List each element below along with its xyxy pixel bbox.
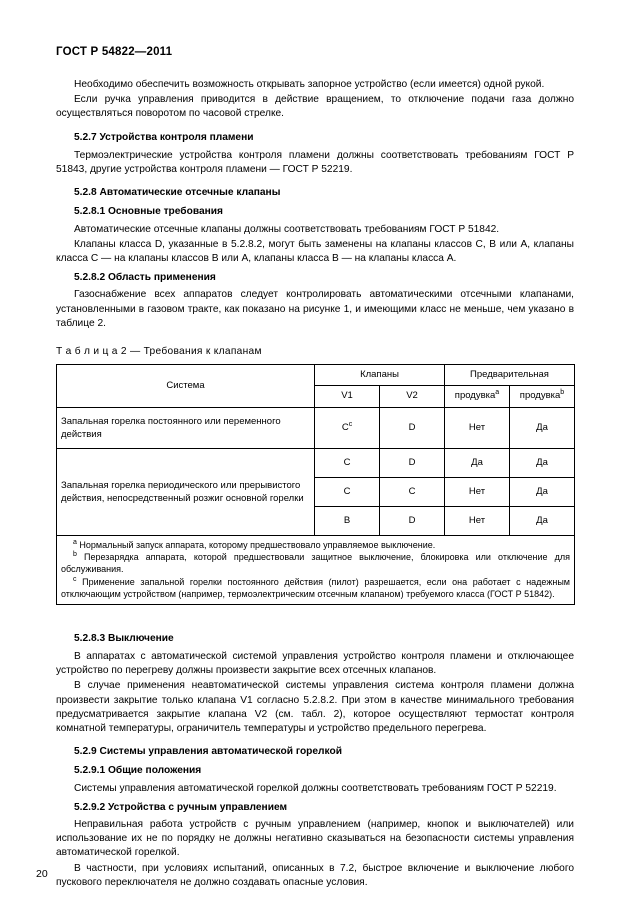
row-v2: D <box>380 506 445 535</box>
row-purge-a: Нет <box>445 506 510 535</box>
paragraph: Клапаны класса D, указанные в 5.2.8.2, могут быть заменены на клапаны классов С, В или А, клапаны класса С — на клапаны классов В или А, клапаны класса В — на клапаны класса А. <box>56 238 574 265</box>
section-heading-5-2-7: 5.2.7 Устройства контроля пламени <box>74 131 254 143</box>
paragraph: В частности, при условиях испытаний, описанных в 7.2, быстрое включение и выключение любого пускового переключателя не должно создавать опасные условия. <box>56 862 574 888</box>
paragraph: Необходимо обеспечить возможность открывать запорное устройство (если имеется) одной рукой. <box>74 79 545 90</box>
footnote-marker-b: b <box>560 389 565 397</box>
spacer <box>56 605 574 623</box>
section-heading-5-2-8-2: 5.2.8.2 Область применения <box>74 272 216 284</box>
row-system-label: Запальная горелка постоянного или переменного действия <box>57 407 315 448</box>
note-text: Перезарядка аппарата, которой предшествовали защитное выключение, блокировка или отключение для обслуживания. <box>61 552 570 575</box>
table-notes-row <box>57 535 575 604</box>
footnote-marker-a: a <box>73 538 77 546</box>
table-row <box>57 407 575 448</box>
page-number: 20 <box>36 868 48 880</box>
table-header-system: Система <box>57 365 315 407</box>
table-note <box>61 576 570 601</box>
table-header-valves: Клапаны <box>315 365 445 386</box>
footnote-marker-c: c <box>73 575 77 583</box>
paragraph: Системы управления автоматической горелкой должны соответствовать требованиям ГОСТ Р 52219. <box>74 782 557 794</box>
row-purge-b: Да <box>510 477 575 506</box>
section-heading-5-2-8-1: 5.2.8.1 Основные требования <box>74 206 223 218</box>
row-purge-b: Да <box>510 448 575 477</box>
paragraph: Автоматические отсечные клапаны должны соответствовать требованиям ГОСТ Р 51842. <box>74 223 500 235</box>
v1-value: C <box>341 421 349 433</box>
paragraph: Если ручка управления приводится в действие вращением, то отключение подачи газа должно осуществляться поворотом по часовой стрелке. <box>56 94 574 120</box>
table-subheader-purge-a <box>445 386 510 407</box>
page-content <box>56 78 574 891</box>
paragraph: Газоснабжение всех аппаратов следует контролировать автоматическими отсечными клапанами, установленными в газовом тракте, как показано на рисунке 1, и имеющими класс не меньше, чем указано в таблице 2. <box>56 289 574 329</box>
table-caption: Т а б л и ц а 2 — Требования к клапанам <box>56 346 262 358</box>
section-heading-5-2-9-1: 5.2.9.1 Общие положения <box>74 765 202 777</box>
row-system-label: Запальная горелка периодического или прерывистого действия, непосредственный розжиг основной горелки <box>57 448 315 535</box>
row-v1: C <box>315 477 380 506</box>
row-purge-a: Да <box>445 448 510 477</box>
table-subheader-purge-b <box>510 386 575 407</box>
row-purge-b: Да <box>510 407 575 448</box>
row-v1: C <box>315 448 380 477</box>
note-text: Применение запальной горелки постоянного действия (пилот) разрешается, если она работает с надежным отключающим устройством (например, термоэлектрическим отсечным клапаном) требуемого класса (ГОСТ Р 51842). <box>61 576 570 600</box>
purge-a-label: продувка <box>454 390 496 402</box>
row-v2: D <box>380 407 445 448</box>
row-v2: C <box>380 477 445 506</box>
table-header-row <box>57 365 575 386</box>
row-purge-b: Да <box>510 506 575 535</box>
table-subheader-v2: V2 <box>380 386 445 407</box>
table-note <box>61 539 570 551</box>
page-header: ГОСТ Р 54822—2011 <box>56 46 173 58</box>
row-purge-a: Нет <box>445 477 510 506</box>
footnote-marker-a: a <box>495 389 500 397</box>
table-row <box>57 448 575 477</box>
footnote-marker-c: c <box>348 420 353 428</box>
row-v1 <box>315 407 380 448</box>
footnote-marker-b: b <box>73 551 77 559</box>
section-heading-5-2-9: 5.2.9 Системы управления автоматической горелкой <box>74 746 342 758</box>
section-heading-5-2-8-3: 5.2.8.3 Выключение <box>74 632 174 644</box>
paragraph: Неправильная работа устройств с ручным управлением (например, кнопок и выключателей) или использование их не по порядку не должны негативно сказываться на безопасности системы управления автоматической горелкой. <box>56 818 574 859</box>
section-heading-5-2-8: 5.2.8 Автоматические отсечные клапаны <box>74 187 281 199</box>
paragraph: Термоэлектрические устройства контроля пламени должны соответствовать требованиям ГОСТ Р 51843, другие устройства контроля пламени — ГОСТ Р 52219. <box>56 149 574 176</box>
valve-requirements-table <box>56 364 575 604</box>
section-heading-5-2-9-2: 5.2.9.2 Устройства с ручным управлением <box>74 801 288 813</box>
paragraph: В случае применения неавтоматической системы управления система контроля пламени должна произвести закрытие только клапана V1 согласно 5.2.8.2. При этом в качестве минимального требования предусматривается закрытие клапана V2 (см. табл. 2), которое осуществляют термостат контроля комнатной температуры, ограничитель температуры и устройство предельного перегрева. <box>56 680 574 734</box>
row-v2: D <box>380 448 445 477</box>
row-v1: B <box>315 506 380 535</box>
table-notes <box>57 535 575 604</box>
purge-b-label: продувка <box>519 390 561 402</box>
row-purge-a: Нет <box>445 407 510 448</box>
paragraph: В аппаратах с автоматической системой управления устройство контроля пламени и отключающее устройство по перегреву должны произвести закрытие всех отсечных клапанов. <box>56 650 574 677</box>
table-header-preventilation: Предварительная <box>445 365 575 386</box>
table-note <box>61 551 570 576</box>
note-text: Нормальный запуск аппарата, которому предшествовало управляемое выключение. <box>79 539 436 550</box>
table-subheader-v1: V1 <box>315 386 380 407</box>
